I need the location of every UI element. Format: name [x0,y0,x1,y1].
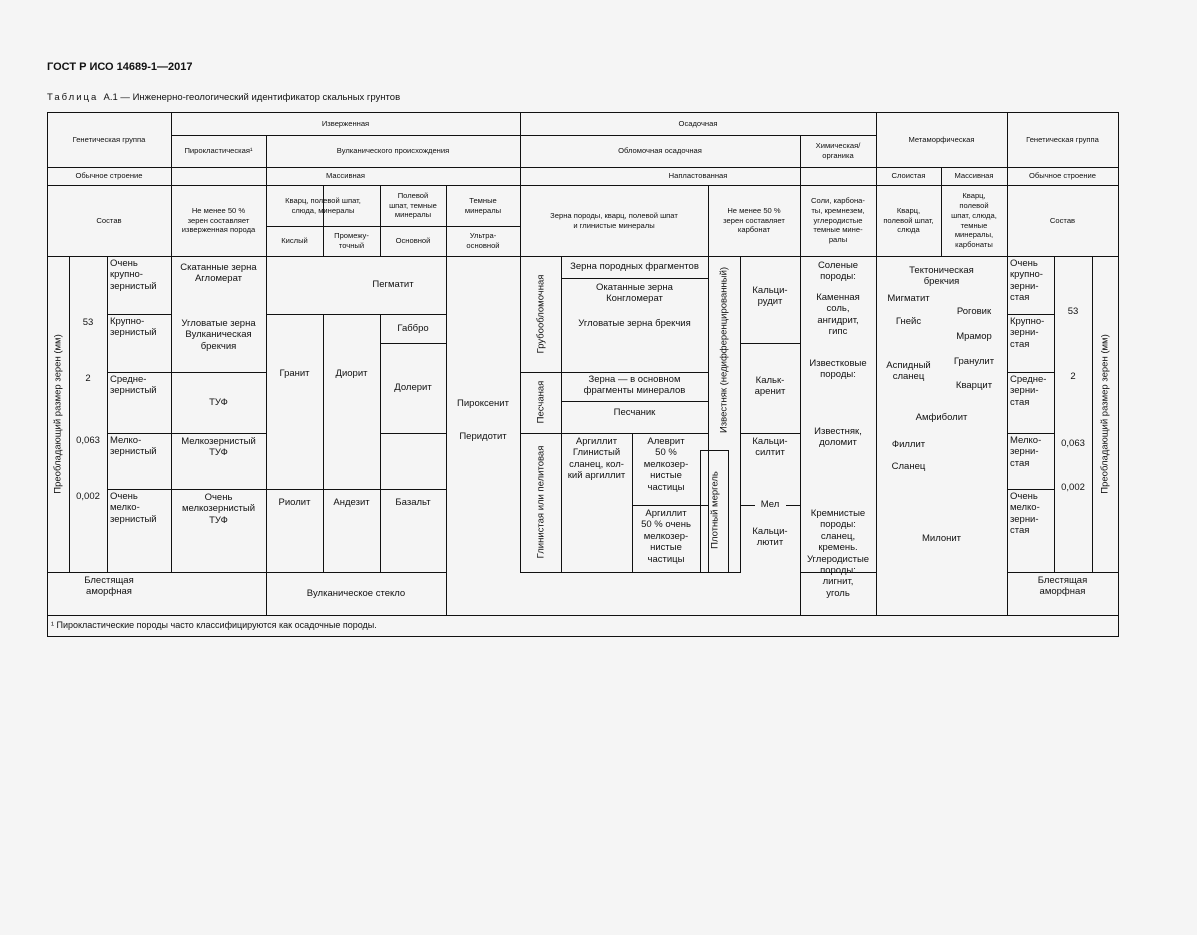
grain-size-0002: 0,002 [76,491,100,503]
saline-list: Каменная соль, ангидрит, гипс [816,292,860,338]
table-rule [1092,256,1093,573]
table-rule [520,433,709,434]
igneous-header: Изверженная [321,118,370,128]
dolerite: Долерит [394,382,432,394]
amphibolite: Амфиболит [915,412,968,424]
chalk: Мел [760,499,780,511]
table-rule [786,505,801,506]
marble: Мрамор [956,331,992,343]
calcarenite: Кальк- аренит [754,375,786,398]
table-rule [69,256,70,573]
sandstone: Песчаник [613,407,656,419]
foliated-composition: Кварц, полевой шпат, слюда [883,205,934,235]
grain-class-right-2: Средне- зерни- стая [1010,374,1047,408]
rock-identifier-table [47,112,1118,636]
grain-class-1: Крупно- зернистый [110,316,157,339]
rock-fragments: Зерна породных фрагментов [570,261,699,273]
grain-size-axis-label-right: Преобладающий размер зерен (мм) [1099,334,1111,494]
basalt: Базальт [395,496,431,508]
calcisiltite: Кальци- силтит [752,436,788,459]
agglomerate: Скатанные зерна Агломерат [180,262,257,285]
migmatite: Мигматит [887,293,930,305]
grain-size-0002-right: 0,002 [1061,482,1085,494]
aleurite: Алеврит 50 % мелкозер- нистые частицы [643,436,689,493]
calcirudite: Кальци- рудит [752,285,788,308]
composition-header: Состав [96,215,122,225]
table-rule [700,572,729,573]
chemical-composition: Соли, карбона- ты, кремнезем, углеродистые темные мине- ралы [811,195,865,245]
granulite: Гранулит [953,356,995,368]
acid-composition: Кварц, полевой шпат, слюда, минералы [285,195,361,215]
pyroxenite: Пироксенит [457,398,509,410]
grain-class-0: Очень крупно- зернистый [110,258,157,292]
slate: Сланец [891,461,926,473]
table-rule [561,278,709,279]
phyllite: Филлит [891,439,926,451]
table-rule [107,433,267,434]
pyro-composition: Не менее 50 % зерен составляет изверженная порода [181,205,256,235]
table-rule [728,450,729,573]
table-rule [1007,372,1055,373]
grain-class-3: Мелко- зернистый [110,435,157,458]
quartzite: Кварцит [955,380,993,392]
grain-size-2-right: 2 [1070,371,1076,383]
foliated-header: Слоистая [891,171,926,181]
table-rule [1007,572,1119,573]
table-rule [47,615,1119,616]
massive-header: Массивная [325,171,366,181]
sedimentary-header: Осадочная [678,118,718,128]
table-rule [520,372,709,373]
grain-size-53: 53 [82,317,94,329]
clastic-composition: Зерна породы, кварц, полевой шпат и глинистые минералы [550,210,678,230]
acid-header: Кислый [281,236,308,246]
table-rule [1007,314,1055,315]
table-caption [47,92,400,103]
limestone-label: Известняк (недифференцированный) [718,266,730,434]
grain-size-0063: 0,063 [76,435,100,447]
andesite: Андезит [333,496,370,508]
pyroclastic-header: Пирокластическая¹ [184,146,253,156]
grain-class-right-0: Очень крупно- зерни- стая [1010,258,1043,304]
granite: Гранит [279,367,310,379]
peridotite: Перидотит [459,431,507,443]
composition-header-right: Состав [1049,215,1076,225]
grain-size-53-right: 53 [1067,306,1079,318]
calcareous-list: Известняк, доломит [814,426,862,449]
sand-grains: Зерна — в основном фрагменты минералов [583,374,686,397]
saline-rocks: Соленые породы: [817,260,859,283]
caption-prefix: Таблица [47,92,99,103]
usual-structure-header: Обычное строение [75,171,143,181]
gneiss: Гнейс [895,316,922,328]
grain-size-axis-label: Преобладающий размер зерен (мм) [52,334,64,494]
clastic-header: Обломочная осадочная [618,146,702,156]
table-rule [107,256,108,573]
gabbro: Габбро [397,322,429,334]
basic-header: Основной [395,236,431,246]
sandy-label: Песчаная [535,380,547,424]
table-rule [1118,112,1119,637]
table-rule [47,572,172,573]
very-fine-tuff: Очень мелкозернистый ТУФ [181,492,256,526]
glassy-amorphous-right: Блестящая аморфная [1037,575,1088,598]
calcareous-rocks: Известковые породы: [809,358,867,381]
usual-structure-header-right: Обычное строение [1028,171,1097,181]
bedded-header: Напластованная [668,171,728,181]
schist: Аспидный сланец [886,360,931,383]
table-rule [47,636,1119,637]
table-rule [107,314,172,315]
table-rule [740,505,755,506]
pegmatite: Пегматит [372,279,414,291]
clay-label: Глинистая или пелитовая [535,445,547,559]
massive2-header: Массивная [954,171,994,181]
genetic-group-header: Генетическая группа [72,134,146,144]
grain-class-4: Очень мелко- зернистый [110,491,157,525]
chemical-header: Химическая/ органика [815,141,861,160]
coarse-clastic-label: Грубообломочная [535,274,547,354]
marl-label: Плотный мергель [709,471,721,549]
grain-class-2: Средне- зернистый [110,374,157,397]
tectonic-breccia: Тектоническая брекчия [909,265,974,288]
caption-text: А.1 — Инженерно-геологический идентификатор скальных грунтов [103,92,401,103]
ultra-composition: Темные минералы [464,195,502,215]
grain-size-0063-right: 0,063 [1061,438,1085,450]
siliceous-rocks: Кремнистые породы: сланец, кремень. Углеродистые породы: лигнит, уголь [806,508,870,599]
intermediate-header: Промежу- точный [334,231,369,250]
table-rule [632,505,709,506]
footnote: ¹ Пирокластические породы часто классифицируются как осадочные породы. [51,620,377,630]
diorite: Диорит [335,367,368,379]
tuff: ТУФ [209,396,228,408]
argillite: Аргиллит Глинистый сланец, кол- кий аргиллит [567,436,626,482]
conglomerate: Окатанные зерна Конгломерат [596,282,673,305]
mylonite: Милонит [921,533,962,545]
hornfels: Роговик [956,306,992,318]
volcanic-breccia: Угловатые зерна Вулканическая брекчия [181,318,256,352]
fine-tuff: Мелкозернистый ТУФ [181,436,256,459]
volcanic-origin-header: Вулканического происхождения [336,146,450,156]
table-rule [740,343,801,344]
table-rule [1007,489,1055,490]
rhyolite: Риолит [278,496,311,508]
grain-size-2: 2 [85,373,91,385]
table-rule [740,433,801,434]
table-rule [700,450,701,573]
volcanic-glass: Вулканическое стекло [306,587,406,599]
basic-composition: Полевой шпат, темные минералы [389,190,437,220]
massive-composition: Кварц, полевой шпат, слюда, темные минералы, карбонаты [951,190,997,250]
grain-class-right-3: Мелко- зерни- стая [1010,435,1042,469]
calcilutite: Кальци- лютит [752,526,788,549]
glassy-amorphous: Блестящая аморфная [84,575,134,598]
breccia: Угловатые зерна брекчия [578,318,691,330]
metamorphic-header: Метаморфическая [908,134,975,144]
table-rule [700,450,729,451]
table-rule [107,489,267,490]
table-rule [1007,433,1055,434]
carbonate-composition: Не менее 50 % зерен составляет карбонат [723,205,785,235]
grain-class-right-4: Очень мелко- зерни- стая [1010,491,1040,537]
ultrabasic-header: Ультра- основной [466,231,500,250]
genetic-group-header-right: Генетическая группа [1026,134,1099,144]
grain-class-right-1: Крупно- зерни- стая [1010,316,1045,350]
fine-argillite: Аргиллит 50 % очень мелкозер- нистые частицы [641,508,691,565]
document-title: ГОСТ Р ИСО 14689-1—2017 [47,61,193,73]
